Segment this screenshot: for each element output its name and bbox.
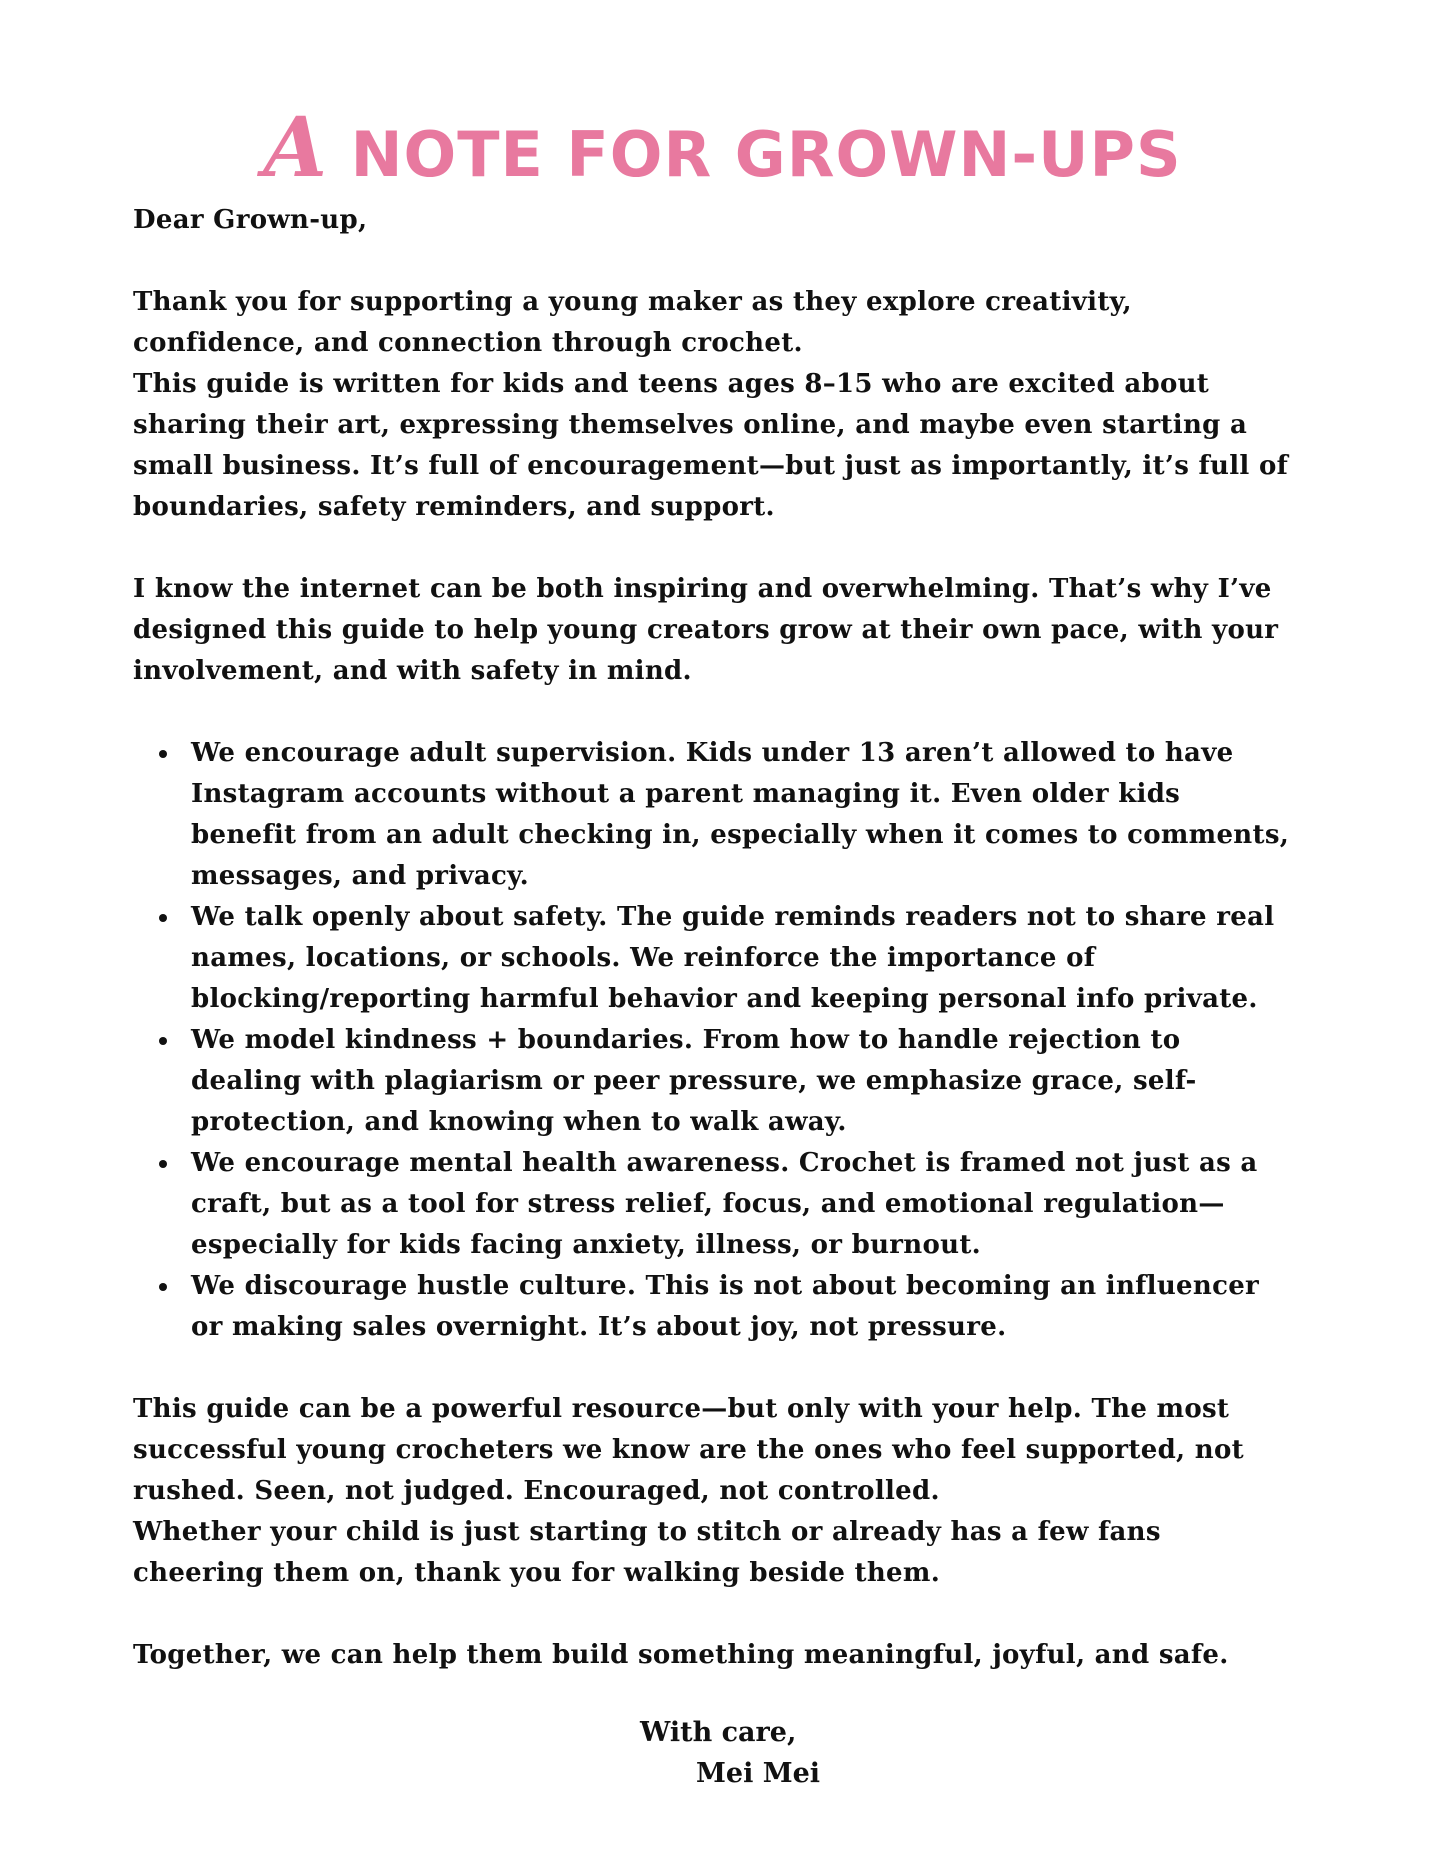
page-title (0, 100, 1445, 196)
salutation: Dear Grown-up, (133, 205, 368, 235)
list-item: We talk openly about safety. The guide reminds readers not to share real names, locations, or schools. We reinforce the importance of blocking/reporting harmful behavior and keeping personal info private. (133, 897, 1293, 1020)
author-name: Mei Mei (696, 1758, 821, 1789)
internet-paragraph: I know the internet can be both inspiring and overwhelming. That’s why I’ve designed this guide to help young creators grow at their own pace, with your involvement, and with safety in mind. (133, 574, 1279, 686)
letter-body (133, 200, 1293, 1676)
signature-block (640, 1712, 820, 1794)
safety-points-list (133, 733, 1293, 1348)
title-initial: A (263, 100, 329, 196)
together-paragraph: Together, we can help them build something meaningful, joyful, and safe. (133, 1640, 1229, 1670)
list-item: We model kindness + boundaries. From how to handle rejection to dealing with plagiarism or peer pressure, we emphasize grace, self-protection, and knowing when to walk away. (133, 1020, 1293, 1143)
intro-paragraph: This guide is written for kids and teens ages 8–15 who are excited about sharing their art, expressing themselves online, and maybe even starting a small business. It’s full of encouragement—but just as importantly, it’s full of boundaries, safety reminders, and support. (133, 369, 1289, 522)
title-rest: NOTE FOR GROWN-UPS (328, 118, 1182, 191)
walking-paragraph: Whether your child is just starting to stitch or already has a few fans cheering them on, thank you for walking beside them. (133, 1517, 1161, 1588)
intro-line-1: Thank you for supporting a young maker as they explore creativity, (133, 287, 1132, 317)
list-item: We discourage hustle culture. This is not about becoming an influencer or making sales overnight. It’s about joy, not pressure. (133, 1266, 1293, 1348)
intro-line-2: confidence, and connection through crochet. (133, 328, 803, 358)
list-item: We encourage adult supervision. Kids under 13 aren’t allowed to have Instagram accounts without a parent managing it. Even older kids benefit from an adult checking in, especially when it comes to comments, messages, and privacy. (133, 733, 1293, 897)
sign-off: With care, (640, 1717, 797, 1748)
list-item: We encourage mental health awareness. Crochet is framed not just as a craft, but as a tool for stress relief, focus, and emotional regulation—especially for kids facing anxiety, illness, or burnout. (133, 1143, 1293, 1266)
resource-paragraph: This guide can be a powerful resource—but only with your help. The most successful young crocheters we know are the ones who feel supported, not rushed. Seen, not judged. Encouraged, not controlled. (133, 1394, 1244, 1506)
